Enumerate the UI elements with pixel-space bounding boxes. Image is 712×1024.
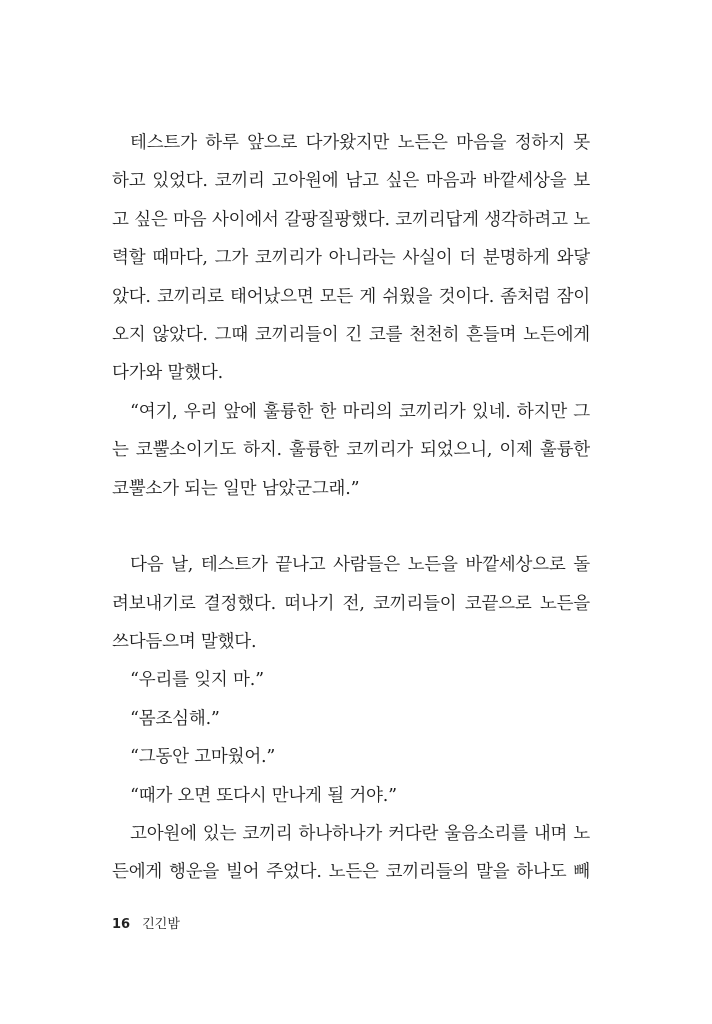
text-line: 았다. 코끼리로 태어났으면 모든 게 쉬웠을 것이다. 좀처럼 잠이 <box>112 286 590 307</box>
dialogue-line: “여기, 우리 앞에 훌륭한 한 마리의 코끼리가 있네. 하지만 그 <box>130 401 590 422</box>
text-line: 코뿔소가 되는 일만 남았군그래.” <box>112 478 360 499</box>
dialogue-line: “몸조심해.” <box>130 708 220 729</box>
body-text <box>112 124 590 892</box>
paragraph-gap <box>112 508 590 546</box>
text-line: 는 코뿔소이기도 하지. 훌륭한 코끼리가 되었으니, 이제 훌륭한 <box>112 440 590 461</box>
text-line: 쓰다듬으며 말했다. <box>112 632 257 653</box>
dialogue-line: “우리를 잊지 마.” <box>130 670 264 691</box>
text-line: 든에게 행운을 빌어 주었다. 노든은 코끼리들의 말을 하나도 빼 <box>112 862 590 883</box>
book-title: 긴긴밤 <box>142 917 180 932</box>
text-line: 다음 날, 테스트가 끝나고 사람들은 노든을 바깥세상으로 돌 <box>130 555 590 576</box>
page-number: 16 <box>112 917 131 932</box>
text-line: 하고 있었다. 코끼리 고아원에 남고 싶은 마음과 바깥세상을 보 <box>112 171 590 192</box>
text-line: 력할 때마다, 그가 코끼리가 아니라는 사실이 더 분명하게 와닿 <box>112 248 590 269</box>
text-line: 고 싶은 마음 사이에서 갈팡질팡했다. 코끼리답게 생각하려고 노 <box>112 209 590 230</box>
page-footer <box>112 913 180 932</box>
text-line: 테스트가 하루 앞으로 다가왔지만 노든은 마음을 정하지 못 <box>130 133 590 153</box>
text-line: 다가와 말했다. <box>112 363 223 384</box>
text-line: 고아원에 있는 코끼리 하나하나가 커다란 울음소리를 내며 노 <box>130 824 590 845</box>
text-line: 려보내기로 결정했다. 떠나기 전, 코끼리들이 코끝으로 노든을 <box>112 593 590 614</box>
dialogue-line: “때가 오면 또다시 만나게 될 거야.” <box>130 785 397 806</box>
dialogue-line: “그동안 고마웠어.” <box>130 747 276 768</box>
text-line: 오지 않았다. 그때 코끼리들이 긴 코를 천천히 흔들며 노든에게 <box>112 324 590 345</box>
